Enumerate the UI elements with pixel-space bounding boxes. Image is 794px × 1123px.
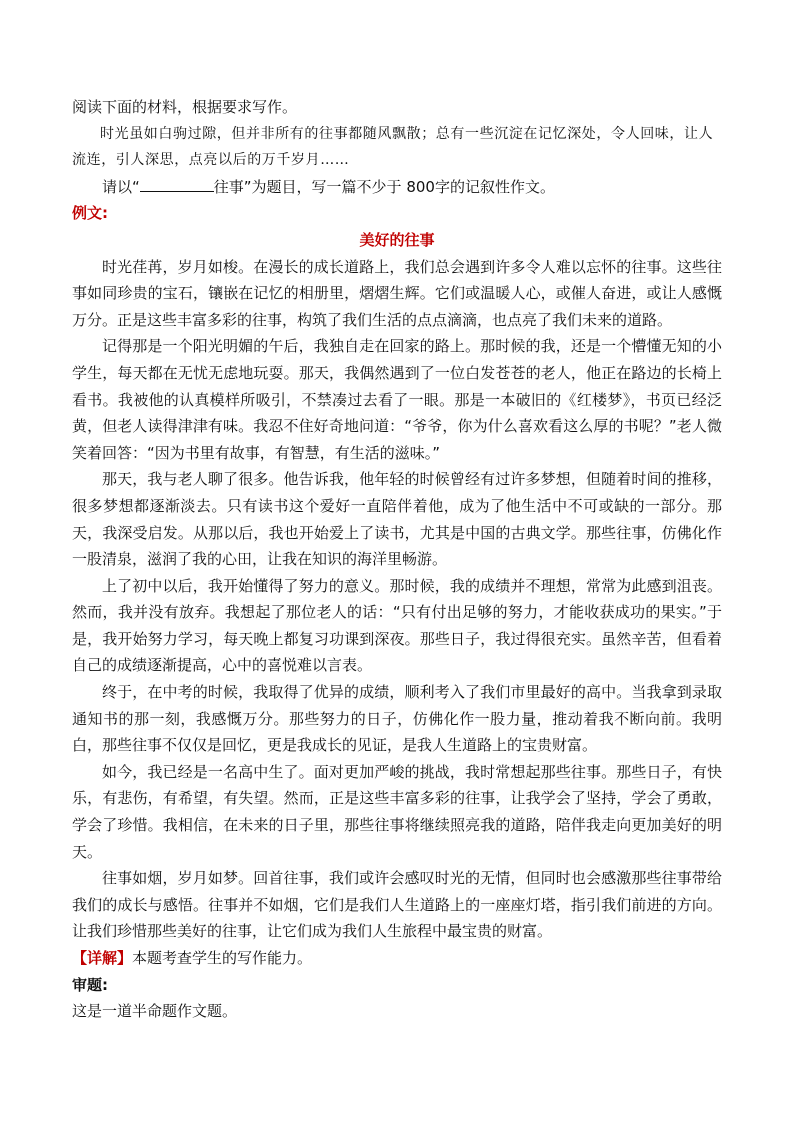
detail-label: 【详解】 bbox=[72, 949, 133, 967]
essay-title: 美好的往事 bbox=[359, 230, 435, 249]
essay-paragraph-7: 往事如烟，岁月如梦。回首往事，我们或许会感叹时光的无情，但同时也会感激那些往事带给我们的成长与感悟。往事并不如烟，它们是我们人生道路上的一座座灯塔，指引我们前进的方向。让我们珍惜那些美好的往事，让它们成为我们人生旅程中最宝贵的财富。 bbox=[72, 869, 722, 941]
prompt-material: 时光虽如白驹过隙，但并非所有的往事都随风飘散；总有一些沉淀在记忆深处，令人回味，让人流连，引人深思，点亮以后的万千岁月…… bbox=[72, 125, 714, 169]
task-suffix: 往事”为题目，写一篇不少于 800字的记叙性作文。 bbox=[213, 177, 555, 196]
essay-paragraph-1: 时光荏苒，岁月如梭。在漫长的成长道路上，我们总会遇到许多令人难以忘怀的往事。这些往事如同珍贵的宝石，镶嵌在记忆的相册里，熠熠生辉。它们或温暖人心，或催人奋进，或让人感慨万分。正是这些丰富多彩的往事，构筑了我们生活的点点滴滴，也点亮了我们未来的道路。 bbox=[72, 257, 722, 329]
document-page bbox=[72, 94, 722, 1025]
detail-line bbox=[72, 945, 722, 972]
essay-paragraph-5: 终于，在中考的时候，我取得了优异的成绩，顺利考入了我们市里最好的高中。当我拿到录取通知书的那一刻，我感慨万分。那些努力的日子，仿佛化作一股力量，推动着我不断向前。我明白，那些往事不仅仅是回忆，更是我成长的见证，是我人生道路上的宝贵财富。 bbox=[72, 683, 722, 755]
review-label: 审题: bbox=[72, 975, 108, 994]
essay-paragraph-3: 那天，我与老人聊了很多。他告诉我，他年轻的时候曾经有过许多梦想，但随着时间的推移，很多梦想都逐渐淡去。只有读书这个爱好一直陪伴着他，成为了他生活中不可或缺的一部分。那天，我深受启发。从那以后，我也开始爱上了读书，尤其是中国的古典文学。那些往事，仿佛化作一股清泉，滋润了我的心田，让我在知识的海洋里畅游。 bbox=[72, 470, 722, 569]
essay-paragraph-2: 记得那是一个阳光明媚的午后，我独自走在回家的路上。那时候的我，还是一个懵懂无知的小学生，每天都在无忧无虑地玩耍。那天，我偶然遇到了一位白发苍苍的老人，他正在路边的长椅上看书。我被他的认真模样所吸引，不禁凑过去看了一眼。那是一本破旧的《红楼梦》，书页已经泛黄，但老人读得津津有味。我忍不住好奇地问道：“爷爷，你为什么喜欢看这么厚的书呢？”老人微笑着回答：“因为书里有故事，有智慧，有生活的滋味。” bbox=[72, 337, 722, 462]
essay-paragraph-4: 上了初中以后，我开始懂得了努力的意义。那时候，我的成绩并不理想，常常为此感到沮丧。然而，我并没有放弃。我想起了那位老人的话：“只有付出足够的努力，才能收获成功的果实。”于是，我开始努力学习，每天晚上都复习功课到深夜。那些日子，我过得很充实。虽然辛苦，但看着自己的成绩逐渐提高，心中的喜悦难以言表。 bbox=[72, 576, 722, 675]
writing-task bbox=[72, 174, 722, 201]
essay-paragraph-6: 如今，我已经是一名高中生了。面对更加严峻的挑战，我时常想起那些往事。那些日子，有快乐，有悲伤，有希望，有失望。然而，正是这些丰富多彩的往事，让我学会了坚持，学会了勇敢，学会了珍惜。我相信，在未来的日子里，那些往事将继续照亮我的道路，陪伴我走向更加美好的明天。 bbox=[72, 762, 722, 861]
title-blank bbox=[140, 177, 214, 192]
review-text: 这是一道半命题作文题。 bbox=[72, 1002, 238, 1021]
instruction-text: 阅读下面的材料，根据要求写作。 bbox=[72, 98, 298, 116]
task-prefix: 请以“ bbox=[102, 177, 140, 196]
example-label: 例文: bbox=[72, 204, 108, 223]
detail-text: 本题考查学生的写作能力。 bbox=[132, 949, 313, 967]
